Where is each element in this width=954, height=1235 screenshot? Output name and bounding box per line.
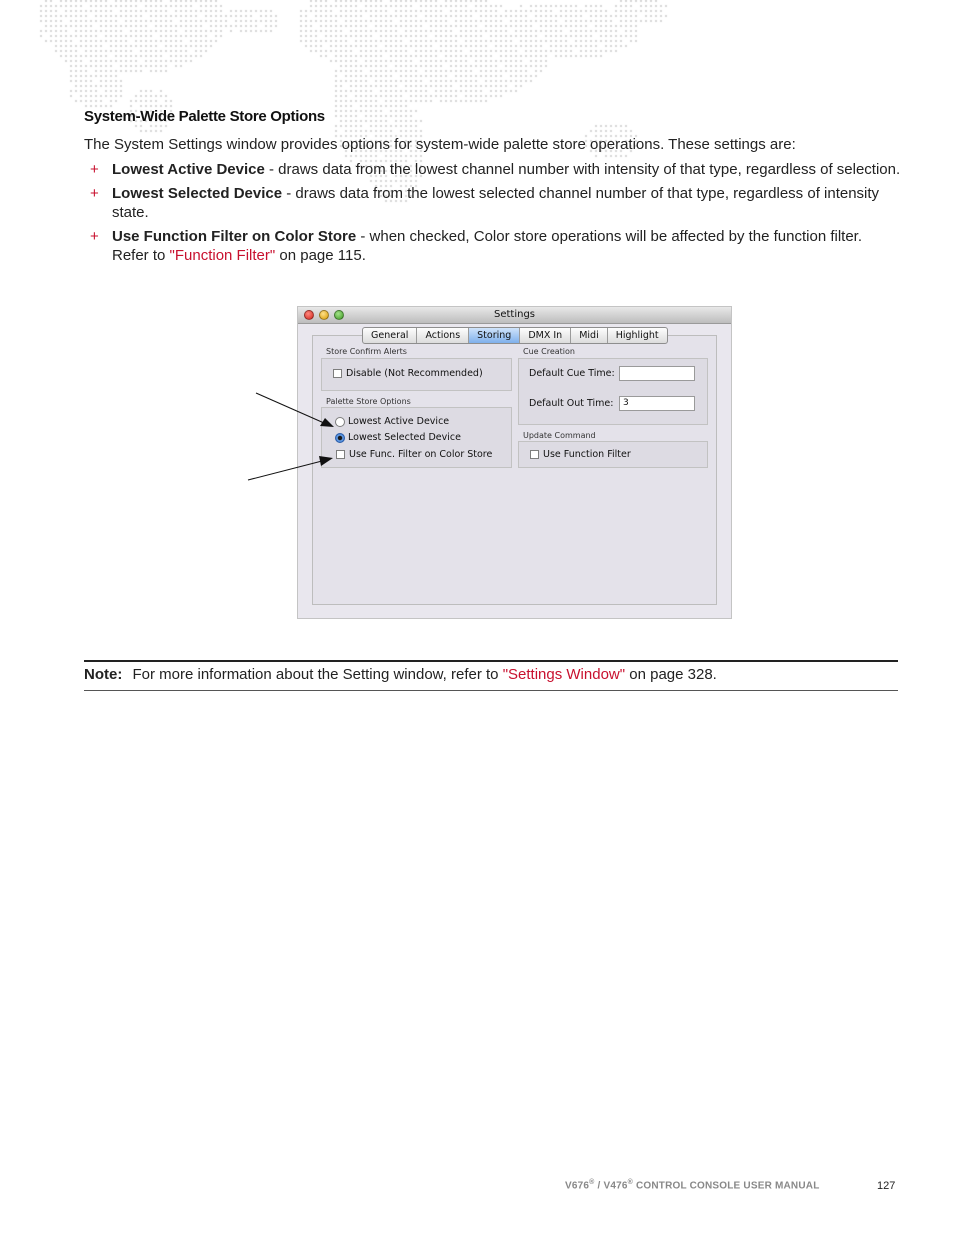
disable-checkbox[interactable] [333, 369, 342, 378]
use-function-filter-label: Use Function Filter [543, 449, 631, 460]
use-function-filter-checkbox[interactable] [530, 450, 539, 459]
window-title: Settings [493, 309, 535, 320]
bullet-plus-icon: + [90, 185, 99, 202]
option-title: Lowest Selected Device [112, 185, 283, 202]
footer-model-b: V476 [603, 1180, 628, 1192]
func-filter-color-label: Use Func. Filter on Color Store [349, 449, 493, 460]
use-function-filter-row[interactable] [530, 449, 631, 460]
note-text: For more information about the Setting window, refer to [132, 666, 503, 683]
cue-time-input[interactable] [619, 366, 695, 381]
page-number: 127 [877, 1180, 896, 1192]
bullet-plus-icon: + [90, 161, 99, 178]
radio-label-lowest-active: Lowest Active Device [348, 416, 450, 427]
section-heading: System-Wide Palette Store Options [84, 108, 325, 125]
tab-midi[interactable]: Midi [571, 328, 608, 343]
out-time-input[interactable]: 3 [619, 396, 695, 411]
option-title: Lowest Active Device [112, 161, 265, 178]
footer-manual-title [565, 1179, 820, 1191]
radio-label-lowest-selected: Lowest Selected Device [348, 432, 461, 443]
options-list [90, 160, 902, 270]
list-item [90, 227, 902, 265]
option-description: - draws data from the lowest channel number with intensity of that type, regardless of selection. [264, 161, 901, 178]
bullet-plus-icon: + [90, 228, 99, 245]
radio-lowest-selected[interactable] [335, 433, 345, 443]
note-box [84, 660, 898, 691]
out-time-label: Default Out Time: [529, 398, 614, 409]
radio-row-lowest-selected[interactable] [335, 432, 461, 443]
option-title: Use Function Filter on Color Store [112, 228, 357, 245]
func-filter-color-row[interactable] [336, 449, 492, 460]
group-label-store-confirm: Store Confirm Alerts [326, 347, 407, 356]
registered-mark: ® [589, 1179, 595, 1186]
tab-highlight[interactable]: Highlight [615, 330, 659, 341]
footer-separator: / [594, 1180, 604, 1192]
disable-checkbox-label: Disable (Not Recommended) [346, 368, 483, 379]
settings-window-link[interactable]: "Settings Window" [502, 666, 626, 683]
footer-model-a: V676 [565, 1180, 590, 1192]
settings-window-screenshot [297, 306, 732, 619]
list-item [90, 160, 902, 179]
tab-actions[interactable]: Actions [417, 328, 469, 343]
disable-checkbox-row[interactable] [333, 368, 483, 379]
tab-storing[interactable]: Storing [469, 328, 520, 343]
option-description: - when checked, Color store operations will be affected by the function filter. Refer to [112, 228, 863, 264]
tab-dmx-in[interactable]: DMX In [520, 328, 571, 343]
window-titlebar [298, 307, 731, 324]
footer-title: CONTROL CONSOLE USER MANUAL [632, 1180, 820, 1192]
option-description-end: on page 115. [275, 247, 366, 264]
function-filter-link[interactable]: "Function Filter" [169, 247, 276, 264]
note-label: Note: [84, 666, 123, 683]
registered-mark: ® [627, 1179, 633, 1186]
option-description: - draws data from the lowest selected channel number of that type, regardless of intensity state. [112, 185, 880, 221]
list-item [90, 184, 902, 222]
func-filter-color-checkbox[interactable] [336, 450, 345, 459]
cue-time-label: Default Cue Time: [529, 368, 615, 379]
group-label-cue-creation: Cue Creation [523, 347, 575, 356]
note-text-end: on page 328. [625, 666, 717, 683]
settings-tabbar [362, 327, 668, 344]
tab-general[interactable]: General [363, 328, 417, 343]
group-label-palette-store: Palette Store Options [326, 397, 411, 406]
group-label-update-command: Update Command [523, 431, 596, 440]
intro-paragraph: The System Settings window provides options for system-wide palette store operations. These settings are: [84, 136, 796, 153]
radio-row-lowest-active[interactable] [335, 416, 449, 427]
radio-lowest-active[interactable] [335, 417, 345, 427]
